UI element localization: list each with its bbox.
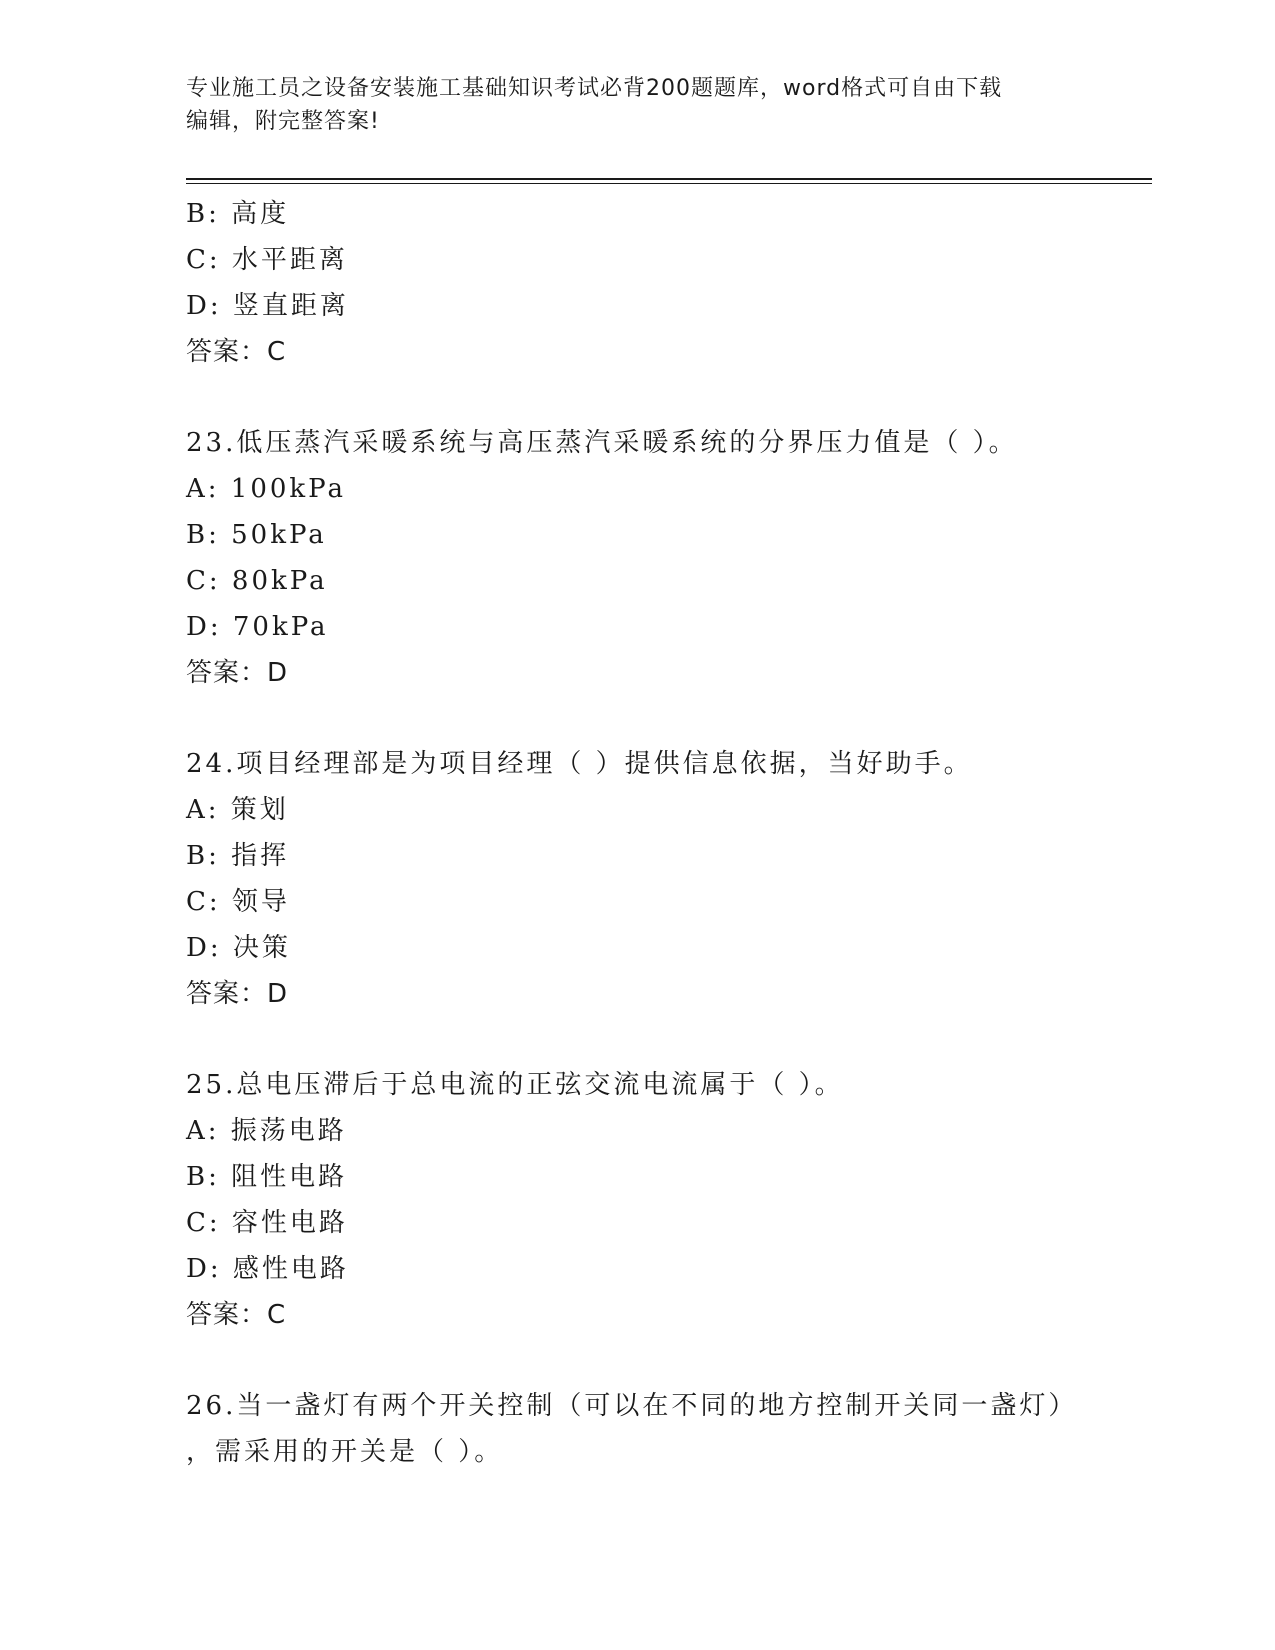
question-22-answer: 答案：C	[186, 337, 287, 367]
header-title-line-1: 专业施工员之设备安装施工基础知识考试必背200题题库，word格式可自由下载	[186, 76, 1003, 101]
question-23-option-a: A: 100kPa	[186, 474, 347, 504]
header-title-line-2: 编辑，附完整答案!	[186, 109, 380, 134]
question-25-block	[186, 1062, 1086, 1338]
question-23-option-b: B: 50kPa	[186, 520, 327, 550]
question-25-option-d: D: 感性电路	[186, 1254, 349, 1284]
question-24-option-a: A: 策划	[186, 795, 289, 825]
question-list	[186, 191, 1086, 1475]
question-25-option-b: B: 阻性电路	[186, 1162, 348, 1192]
question-23-answer: 答案：D	[186, 658, 289, 688]
question-25-option-c: C: 容性电路	[186, 1208, 348, 1238]
question-23-block	[186, 420, 1086, 696]
document-header	[186, 72, 1086, 138]
question-26-block	[186, 1383, 1086, 1475]
question-23-option-c: C: 80kPa	[186, 566, 328, 596]
question-23-stem: 23.低压蒸汽采暖系统与高压蒸汽采暖系统的分界压力值是（ ）。	[186, 428, 1018, 458]
question-spacer	[186, 375, 1086, 420]
question-24-option-b: B: 指挥	[186, 841, 290, 871]
question-22-block	[186, 191, 1086, 375]
question-24-block	[186, 741, 1086, 1017]
question-26-stem-line-2: ，需采用的开关是（ ）。	[186, 1437, 504, 1467]
question-spacer	[186, 1017, 1086, 1062]
question-25-option-a: A: 振荡电路	[186, 1116, 347, 1146]
question-24-option-d: D: 决策	[186, 933, 291, 963]
question-22-option-d: D: 竖直距离	[186, 291, 349, 321]
question-22-option-b: B: 高度	[186, 199, 290, 229]
question-25-answer: 答案：C	[186, 1300, 287, 1330]
question-26-stem-line-1: 26.当一盏灯有两个开关控制（可以在不同的地方控制开关同一盏灯）	[186, 1391, 1078, 1421]
question-24-option-c: C: 领导	[186, 887, 290, 917]
question-22-option-c: C: 水平距离	[186, 245, 348, 275]
question-24-stem: 24.项目经理部是为项目经理（ ）提供信息依据，当好助手。	[186, 749, 973, 779]
question-24-answer: 答案：D	[186, 979, 289, 1009]
question-25-stem: 25.总电压滞后于总电流的正弦交流电流属于（ ）。	[186, 1070, 844, 1100]
question-spacer	[186, 1338, 1086, 1383]
header-divider-thick	[186, 178, 1152, 180]
header-divider-thin	[186, 183, 1152, 184]
question-spacer	[186, 696, 1086, 741]
question-23-option-d: D: 70kPa	[186, 612, 329, 642]
